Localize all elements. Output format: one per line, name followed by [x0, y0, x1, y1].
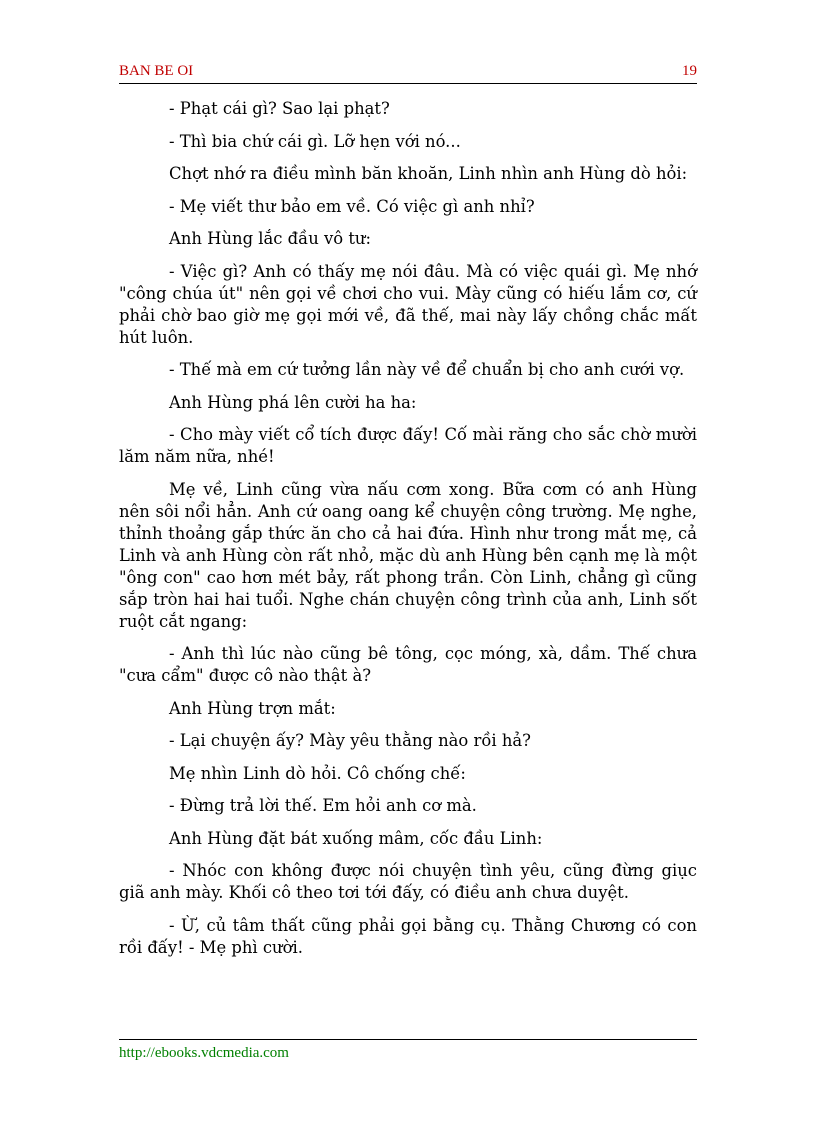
paragraph: - Anh thì lúc nào cũng bê tông, cọc móng, xà, dầm. Thế chưa "cưa cẩm" được cô nào thật à?	[119, 644, 697, 685]
paragraph: Mẹ nhìn Linh dò hỏi. Cô chống chế:	[169, 763, 466, 783]
paragraph: - Phạt cái gì? Sao lại phạt?	[169, 99, 390, 118]
paragraph: - Thế mà em cứ tưởng lần này về để chuẩn bị cho anh cưới vợ.	[169, 360, 685, 379]
paragraph: - Lại chuyện ấy? Mày yêu thằng nào rồi hả?	[169, 731, 531, 750]
paragraph: - Việc gì? Anh có thấy mẹ nói đâu. Mà có việc quái gì. Mẹ nhớ "công chúa út" nên gọi về chơi cho vui. Mày cũng có hiếu lắm cơ, cứ phải chờ bao giờ mẹ gọi mới về, đã thế, mai này lấy chồng chắc mất hút luôn.	[119, 261, 697, 347]
paragraph: - Mẹ viết thư bảo em về. Có việc gì anh nhỉ?	[169, 196, 535, 216]
paragraph: Chợt nhớ ra điều mình băn khoăn, Linh nhìn anh Hùng dò hỏi:	[169, 164, 688, 183]
paragraph: - Thì bia chứ cái gì. Lỡ hẹn với nó...	[169, 131, 461, 151]
footer-divider	[119, 1039, 697, 1040]
paragraph: Anh Hùng lắc đầu vô tư:	[169, 229, 371, 248]
paragraph: Mẹ về, Linh cũng vừa nấu cơm xong. Bữa cơm có anh Hùng nên sôi nổi hẳn. Anh cứ oang oang kể chuyện công trường. Mẹ nghe, thỉnh thoảng gắp thức ăn cho cả hai đứa. Hình như trong mắt mẹ, cả Linh và anh Hùng còn rất nhỏ, mặc dù anh Hùng bên cạnh mẹ là một "ông con" cao hơn mét bảy, rất phong trần. Còn Linh, chẳng gì cũng sắp tròn hai hai tuổi. Nghe chán chuyện công trình của anh, Linh sốt ruột cắt ngang:	[119, 479, 697, 631]
body-text	[119, 98, 697, 969]
paragraph: Anh Hùng đặt bát xuống mâm, cốc đầu Linh:	[169, 828, 543, 848]
page-header	[119, 61, 697, 84]
paragraph: Anh Hùng phá lên cười ha ha:	[169, 392, 417, 412]
paragraph: Anh Hùng trợn mắt:	[169, 698, 336, 718]
paragraph: - Nhóc con không được nói chuyện tình yêu, cũng đừng giục giã anh mày. Khối cô theo tơi tới đấy, có điều anh chưa duyệt.	[119, 861, 697, 902]
footer-link[interactable]: http://ebooks.vdcmedia.com	[119, 1045, 289, 1061]
page-number: 19	[682, 63, 697, 79]
paragraph: - Cho mày viết cổ tích được đấy! Cố mài răng cho sắc chờ mười lăm năm nữa, nhé!	[119, 425, 697, 466]
paragraph: - Ừ, củ tâm thất cũng phải gọi bằng cụ. Thằng Chương có con rồi đấy! - Mẹ phì cười.	[119, 915, 697, 957]
paragraph: - Đừng trả lời thế. Em hỏi anh cơ mà.	[169, 796, 477, 815]
running-title: BAN BE OI	[119, 63, 194, 79]
